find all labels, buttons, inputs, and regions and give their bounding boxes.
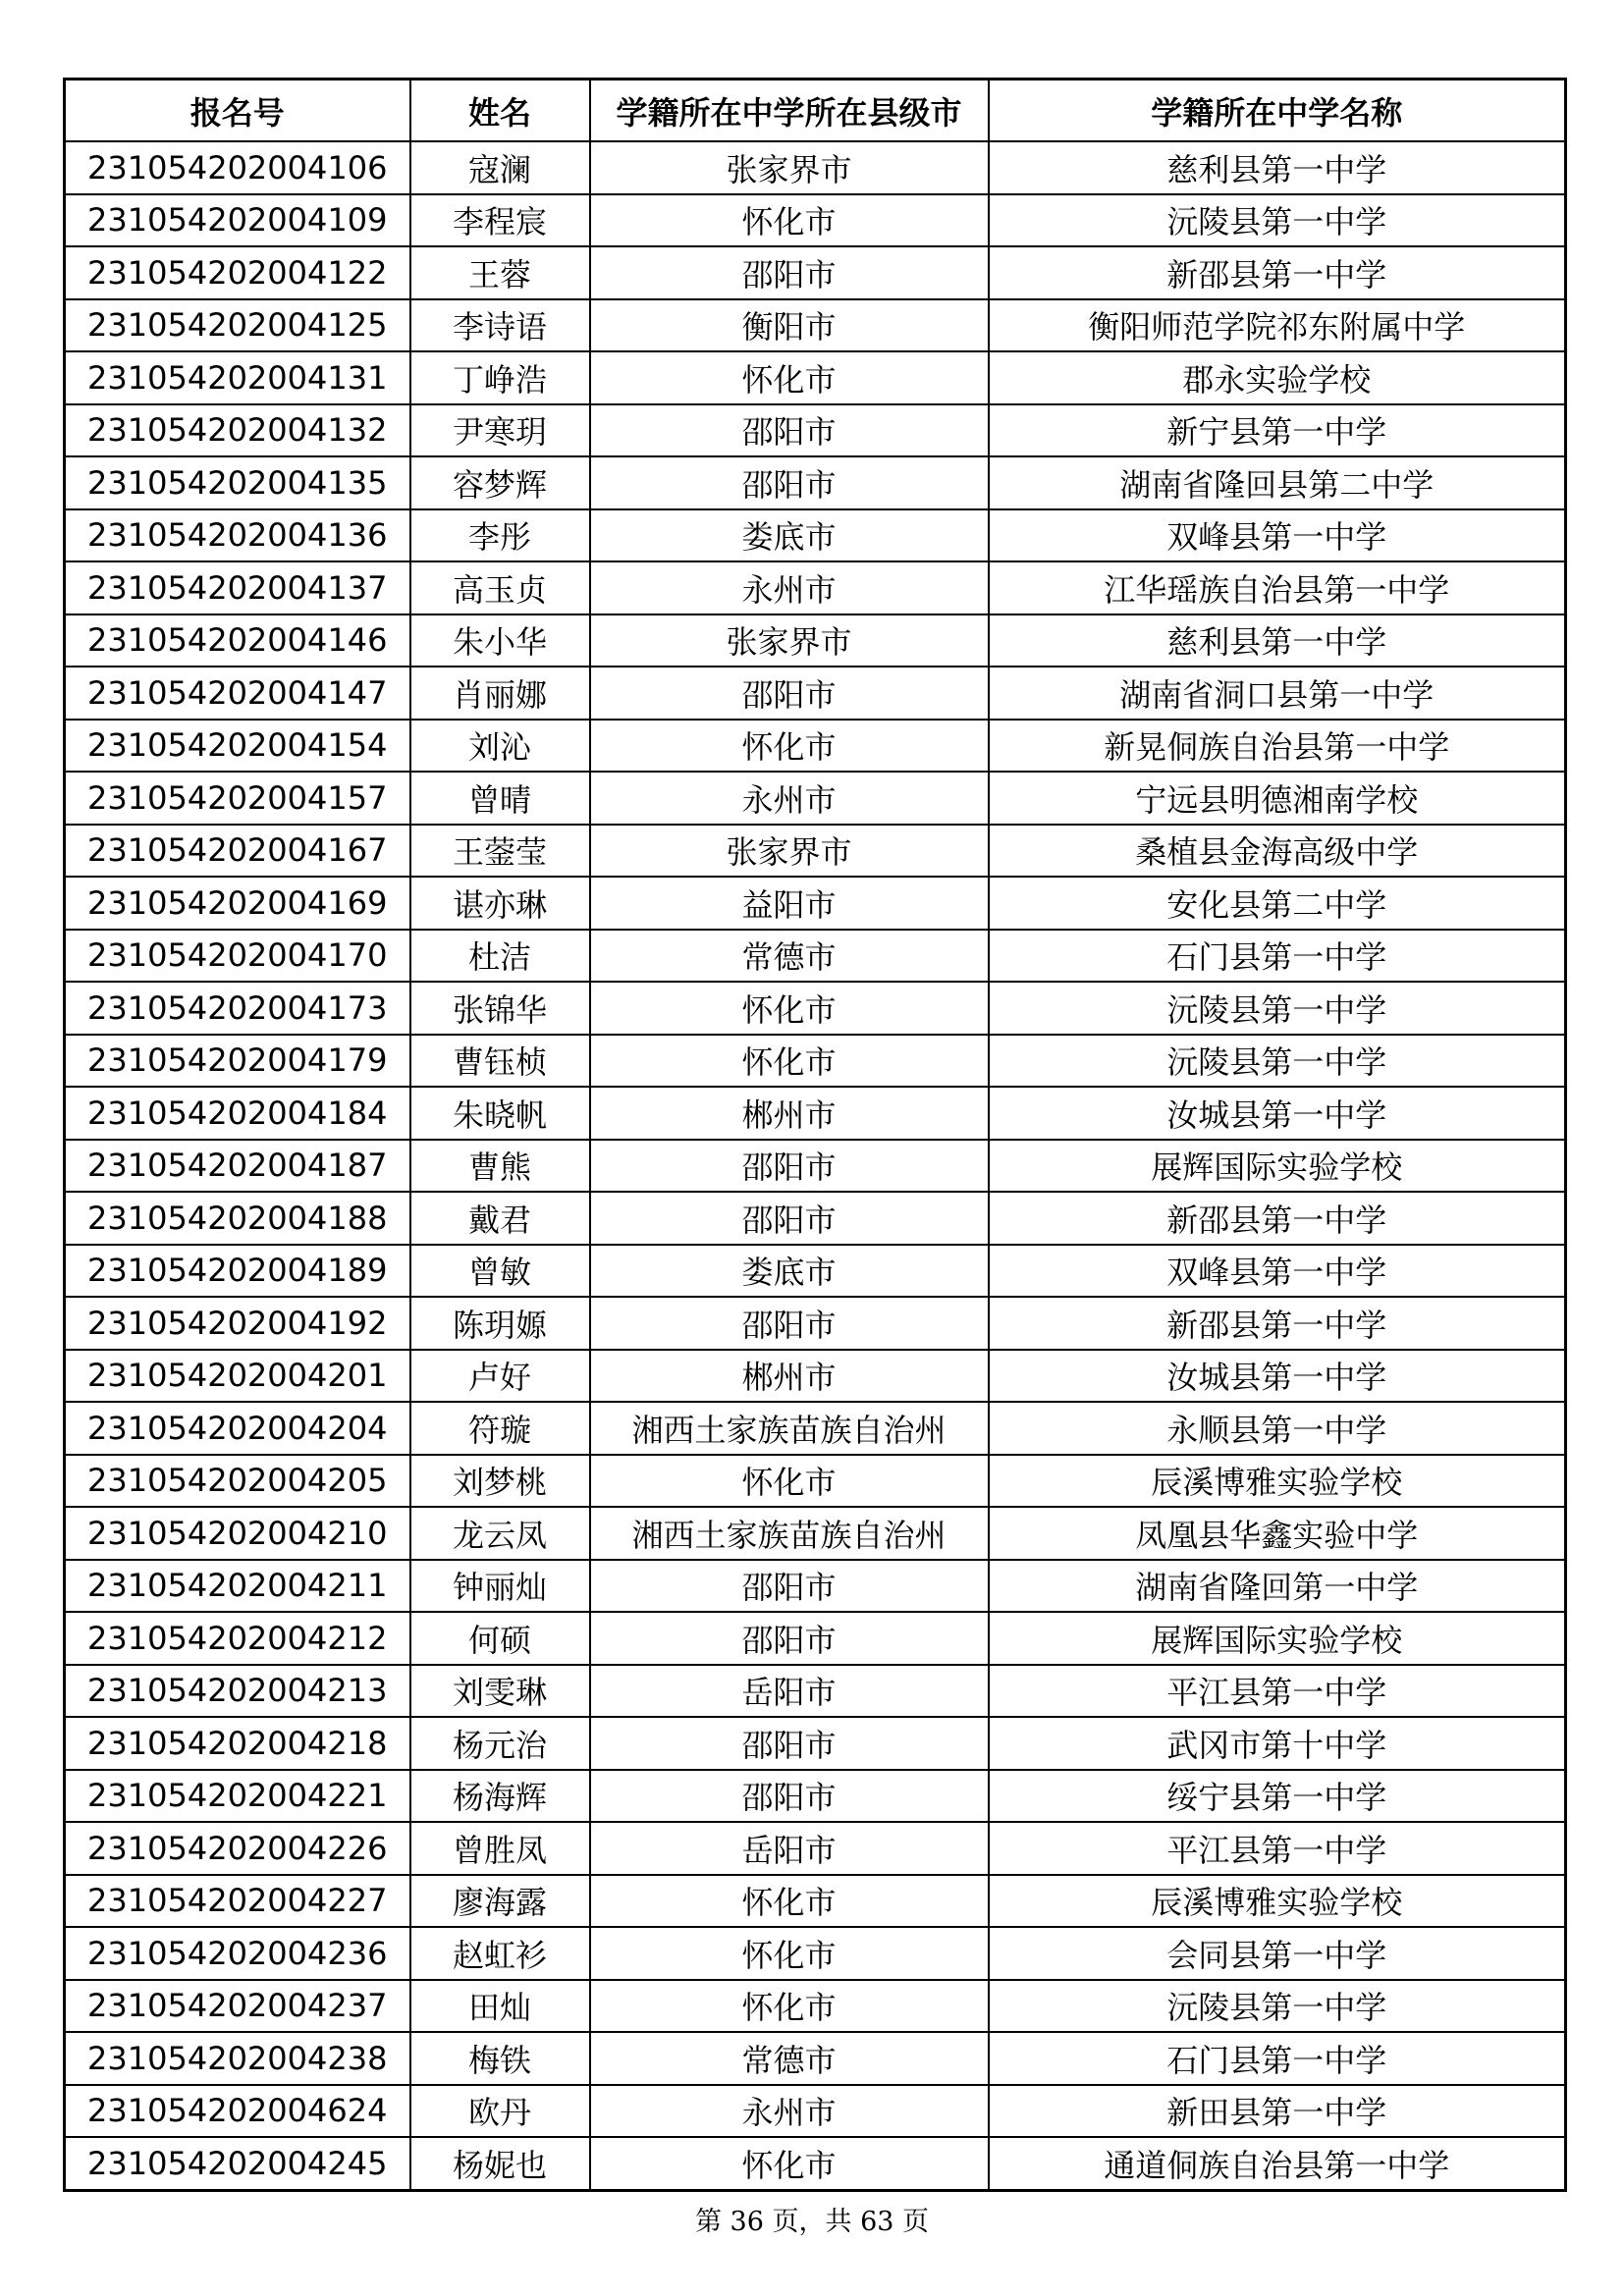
table-header-row xyxy=(65,80,1566,142)
county-city-cell: 邵阳市 xyxy=(590,246,989,299)
name-cell: 李诗语 xyxy=(410,299,590,352)
registration-number-cell: 231054202004146 xyxy=(65,614,410,667)
school-name-cell: 桑植县金海高级中学 xyxy=(989,825,1566,878)
registration-number-cell: 231054202004189 xyxy=(65,1245,410,1298)
school-name-cell: 沅陵县第一中学 xyxy=(989,982,1566,1035)
registration-number-cell: 231054202004122 xyxy=(65,246,410,299)
registration-number-cell: 231054202004204 xyxy=(65,1402,410,1455)
registration-number-cell: 231054202004170 xyxy=(65,930,410,983)
county-city-cell: 岳阳市 xyxy=(590,1665,989,1718)
header-county-city: 学籍所在中学所在县级市 xyxy=(590,80,989,142)
school-name-cell: 石门县第一中学 xyxy=(989,930,1566,983)
table-row xyxy=(65,194,1566,247)
school-name-cell: 平江县第一中学 xyxy=(989,1665,1566,1718)
name-cell: 龙云凤 xyxy=(410,1507,590,1560)
registration-number-cell: 231054202004221 xyxy=(65,1770,410,1823)
table-row xyxy=(65,877,1566,930)
table-row xyxy=(65,351,1566,404)
table-row xyxy=(65,299,1566,352)
county-city-cell: 怀化市 xyxy=(590,1875,989,1928)
county-city-cell: 邵阳市 xyxy=(590,1612,989,1665)
table-row xyxy=(65,1822,1566,1875)
registration-number-cell: 231054202004213 xyxy=(65,1665,410,1718)
table-row xyxy=(65,1612,1566,1665)
county-city-cell: 怀化市 xyxy=(590,1927,989,1980)
name-cell: 梅铁 xyxy=(410,2032,590,2085)
school-name-cell: 展辉国际实验学校 xyxy=(989,1612,1566,1665)
school-name-cell: 汝城县第一中学 xyxy=(989,1350,1566,1403)
county-city-cell: 怀化市 xyxy=(590,982,989,1035)
name-cell: 李彤 xyxy=(410,509,590,562)
name-cell: 寇澜 xyxy=(410,141,590,194)
name-cell: 李程宸 xyxy=(410,194,590,247)
school-name-cell: 慈利县第一中学 xyxy=(989,614,1566,667)
table-row xyxy=(65,1875,1566,1928)
school-name-cell: 辰溪博雅实验学校 xyxy=(989,1455,1566,1508)
school-name-cell: 湖南省隆回第一中学 xyxy=(989,1560,1566,1613)
table-row xyxy=(65,1192,1566,1245)
school-name-cell: 双峰县第一中学 xyxy=(989,509,1566,562)
registration-number-cell: 231054202004201 xyxy=(65,1350,410,1403)
county-city-cell: 邵阳市 xyxy=(590,1770,989,1823)
county-city-cell: 邵阳市 xyxy=(590,1560,989,1613)
school-name-cell: 新邵县第一中学 xyxy=(989,246,1566,299)
county-city-cell: 张家界市 xyxy=(590,825,989,878)
table-row xyxy=(65,1402,1566,1455)
registration-number-cell: 231054202004157 xyxy=(65,772,410,825)
registration-number-cell: 231054202004154 xyxy=(65,720,410,773)
table-row xyxy=(65,825,1566,878)
name-cell: 朱晓帆 xyxy=(410,1087,590,1140)
registration-number-cell: 231054202004135 xyxy=(65,456,410,509)
name-cell: 曾晴 xyxy=(410,772,590,825)
county-city-cell: 邵阳市 xyxy=(590,1297,989,1350)
registration-number-cell: 231054202004106 xyxy=(65,141,410,194)
county-city-cell: 常德市 xyxy=(590,2032,989,2085)
name-cell: 谌亦琳 xyxy=(410,877,590,930)
county-city-cell: 郴州市 xyxy=(590,1087,989,1140)
name-cell: 张锦华 xyxy=(410,982,590,1035)
table-row xyxy=(65,1297,1566,1350)
registration-number-cell: 231054202004179 xyxy=(65,1035,410,1088)
school-name-cell: 新晃侗族自治县第一中学 xyxy=(989,720,1566,773)
school-name-cell: 新田县第一中学 xyxy=(989,2085,1566,2138)
county-city-cell: 怀化市 xyxy=(590,351,989,404)
school-name-cell: 平江县第一中学 xyxy=(989,1822,1566,1875)
registration-number-cell: 231054202004212 xyxy=(65,1612,410,1665)
table-row xyxy=(65,1717,1566,1770)
table-row xyxy=(65,1507,1566,1560)
school-name-cell: 凤凰县华鑫实验中学 xyxy=(989,1507,1566,1560)
registration-number-cell: 231054202004238 xyxy=(65,2032,410,2085)
school-name-cell: 郡永实验学校 xyxy=(989,351,1566,404)
school-name-cell: 新邵县第一中学 xyxy=(989,1192,1566,1245)
school-name-cell: 展辉国际实验学校 xyxy=(989,1140,1566,1193)
registration-number-cell: 231054202004109 xyxy=(65,194,410,247)
name-cell: 杨海辉 xyxy=(410,1770,590,1823)
county-city-cell: 常德市 xyxy=(590,930,989,983)
registration-number-cell: 231054202004169 xyxy=(65,877,410,930)
registration-number-cell: 231054202004210 xyxy=(65,1507,410,1560)
county-city-cell: 邵阳市 xyxy=(590,456,989,509)
registration-number-cell: 231054202004131 xyxy=(65,351,410,404)
table-body xyxy=(65,141,1566,2190)
name-cell: 廖海露 xyxy=(410,1875,590,1928)
name-cell: 曾敏 xyxy=(410,1245,590,1298)
county-city-cell: 永州市 xyxy=(590,772,989,825)
registration-number-cell: 231054202004192 xyxy=(65,1297,410,1350)
school-name-cell: 永顺县第一中学 xyxy=(989,1402,1566,1455)
table-row xyxy=(65,1665,1566,1718)
name-cell: 何硕 xyxy=(410,1612,590,1665)
county-city-cell: 娄底市 xyxy=(590,1245,989,1298)
table-row xyxy=(65,2137,1566,2190)
name-cell: 王蓥莹 xyxy=(410,825,590,878)
county-city-cell: 邵阳市 xyxy=(590,667,989,720)
name-cell: 刘梦桃 xyxy=(410,1455,590,1508)
table-row xyxy=(65,1245,1566,1298)
name-cell: 刘沁 xyxy=(410,720,590,773)
county-city-cell: 益阳市 xyxy=(590,877,989,930)
name-cell: 杜洁 xyxy=(410,930,590,983)
header-registration-number: 报名号 xyxy=(65,80,410,142)
registration-number-cell: 231054202004211 xyxy=(65,1560,410,1613)
county-city-cell: 永州市 xyxy=(590,2085,989,2138)
name-cell: 田灿 xyxy=(410,1980,590,2033)
registration-number-cell: 231054202004188 xyxy=(65,1192,410,1245)
name-cell: 杨妮也 xyxy=(410,2137,590,2190)
registration-number-cell: 231054202004147 xyxy=(65,667,410,720)
table-row xyxy=(65,1770,1566,1823)
table-row xyxy=(65,930,1566,983)
county-city-cell: 怀化市 xyxy=(590,1980,989,2033)
registration-number-cell: 231054202004136 xyxy=(65,509,410,562)
registration-number-cell: 231054202004624 xyxy=(65,2085,410,2138)
name-cell: 陈玥嫄 xyxy=(410,1297,590,1350)
name-cell: 卢好 xyxy=(410,1350,590,1403)
county-city-cell: 怀化市 xyxy=(590,2137,989,2190)
table-row xyxy=(65,404,1566,457)
county-city-cell: 邵阳市 xyxy=(590,1192,989,1245)
table-row xyxy=(65,561,1566,614)
table-row xyxy=(65,720,1566,773)
county-city-cell: 张家界市 xyxy=(590,614,989,667)
name-cell: 戴君 xyxy=(410,1192,590,1245)
county-city-cell: 怀化市 xyxy=(590,1455,989,1508)
school-name-cell: 沅陵县第一中学 xyxy=(989,1980,1566,2033)
table-row xyxy=(65,1927,1566,1980)
county-city-cell: 永州市 xyxy=(590,561,989,614)
name-cell: 欧丹 xyxy=(410,2085,590,2138)
table-row xyxy=(65,1350,1566,1403)
table-row xyxy=(65,456,1566,509)
registration-number-cell: 231054202004226 xyxy=(65,1822,410,1875)
school-name-cell: 江华瑶族自治县第一中学 xyxy=(989,561,1566,614)
name-cell: 曾胜凤 xyxy=(410,1822,590,1875)
school-name-cell: 慈利县第一中学 xyxy=(989,141,1566,194)
table-row xyxy=(65,772,1566,825)
name-cell: 丁峥浩 xyxy=(410,351,590,404)
roster-table xyxy=(63,78,1567,2192)
table-row xyxy=(65,2032,1566,2085)
school-name-cell: 武冈市第十中学 xyxy=(989,1717,1566,1770)
registration-number-cell: 231054202004245 xyxy=(65,2137,410,2190)
name-cell: 朱小华 xyxy=(410,614,590,667)
table-row xyxy=(65,1087,1566,1140)
table-row xyxy=(65,2085,1566,2138)
school-name-cell: 汝城县第一中学 xyxy=(989,1087,1566,1140)
name-cell: 容梦辉 xyxy=(410,456,590,509)
name-cell: 符璇 xyxy=(410,1402,590,1455)
county-city-cell: 岳阳市 xyxy=(590,1822,989,1875)
registration-number-cell: 231054202004227 xyxy=(65,1875,410,1928)
school-name-cell: 绥宁县第一中学 xyxy=(989,1770,1566,1823)
school-name-cell: 双峰县第一中学 xyxy=(989,1245,1566,1298)
school-name-cell: 安化县第二中学 xyxy=(989,877,1566,930)
county-city-cell: 湘西土家族苗族自治州 xyxy=(590,1402,989,1455)
school-name-cell: 宁远县明德湘南学校 xyxy=(989,772,1566,825)
name-cell: 刘雯琳 xyxy=(410,1665,590,1718)
county-city-cell: 张家界市 xyxy=(590,141,989,194)
table-row xyxy=(65,1035,1566,1088)
school-name-cell: 湖南省隆回县第二中学 xyxy=(989,456,1566,509)
table-row xyxy=(65,509,1566,562)
school-name-cell: 新邵县第一中学 xyxy=(989,1297,1566,1350)
table-row xyxy=(65,141,1566,194)
school-name-cell: 辰溪博雅实验学校 xyxy=(989,1875,1566,1928)
page-footer: 第 36 页，共 63 页 xyxy=(694,2207,930,2237)
table-row xyxy=(65,982,1566,1035)
county-city-cell: 怀化市 xyxy=(590,720,989,773)
registration-number-cell: 231054202004218 xyxy=(65,1717,410,1770)
county-city-cell: 邵阳市 xyxy=(590,404,989,457)
header-name: 姓名 xyxy=(410,80,590,142)
school-name-cell: 湖南省洞口县第一中学 xyxy=(989,667,1566,720)
registration-number-cell: 231054202004184 xyxy=(65,1087,410,1140)
name-cell: 杨元治 xyxy=(410,1717,590,1770)
school-name-cell: 会同县第一中学 xyxy=(989,1927,1566,1980)
school-name-cell: 沅陵县第一中学 xyxy=(989,1035,1566,1088)
county-city-cell: 郴州市 xyxy=(590,1350,989,1403)
school-name-cell: 通道侗族自治县第一中学 xyxy=(989,2137,1566,2190)
name-cell: 肖丽娜 xyxy=(410,667,590,720)
county-city-cell: 怀化市 xyxy=(590,194,989,247)
table-row xyxy=(65,1980,1566,2033)
registration-number-cell: 231054202004137 xyxy=(65,561,410,614)
table-row xyxy=(65,1455,1566,1508)
registration-number-cell: 231054202004167 xyxy=(65,825,410,878)
county-city-cell: 邵阳市 xyxy=(590,1717,989,1770)
name-cell: 高玉贞 xyxy=(410,561,590,614)
name-cell: 曹熊 xyxy=(410,1140,590,1193)
registration-number-cell: 231054202004125 xyxy=(65,299,410,352)
registration-number-cell: 231054202004205 xyxy=(65,1455,410,1508)
header-school-name: 学籍所在中学名称 xyxy=(989,80,1566,142)
school-name-cell: 衡阳师范学院祁东附属中学 xyxy=(989,299,1566,352)
county-city-cell: 湘西土家族苗族自治州 xyxy=(590,1507,989,1560)
county-city-cell: 娄底市 xyxy=(590,509,989,562)
table-row xyxy=(65,1140,1566,1193)
name-cell: 钟丽灿 xyxy=(410,1560,590,1613)
school-name-cell: 石门县第一中学 xyxy=(989,2032,1566,2085)
name-cell: 曹钰桢 xyxy=(410,1035,590,1088)
registration-number-cell: 231054202004187 xyxy=(65,1140,410,1193)
registration-number-cell: 231054202004173 xyxy=(65,982,410,1035)
registration-number-cell: 231054202004132 xyxy=(65,404,410,457)
name-cell: 王蓉 xyxy=(410,246,590,299)
school-name-cell: 沅陵县第一中学 xyxy=(989,194,1566,247)
table-row xyxy=(65,246,1566,299)
registration-number-cell: 231054202004236 xyxy=(65,1927,410,1980)
county-city-cell: 邵阳市 xyxy=(590,1140,989,1193)
table-row xyxy=(65,614,1566,667)
registration-number-cell: 231054202004237 xyxy=(65,1980,410,2033)
county-city-cell: 衡阳市 xyxy=(590,299,989,352)
table-row xyxy=(65,1560,1566,1613)
table-row xyxy=(65,667,1566,720)
name-cell: 赵虹衫 xyxy=(410,1927,590,1980)
name-cell: 尹寒玥 xyxy=(410,404,590,457)
school-name-cell: 新宁县第一中学 xyxy=(989,404,1566,457)
county-city-cell: 怀化市 xyxy=(590,1035,989,1088)
